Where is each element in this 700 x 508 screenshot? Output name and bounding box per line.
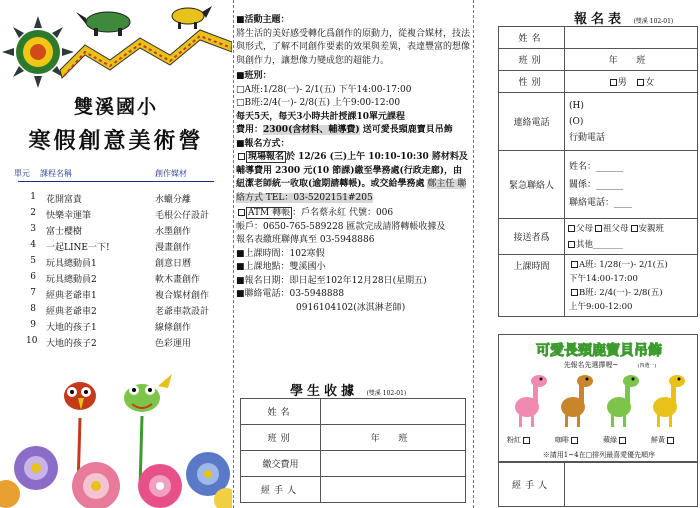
course-row: 9 大地的孩子1 線條創作 (30, 320, 192, 333)
promo-title: 可愛長頸鹿寶貝吊飾 (536, 343, 662, 359)
receipt-class-label: 班別 (241, 425, 321, 451)
schedule-note: 每天5天，每天3小時共計授課10單元課程 (236, 111, 406, 122)
pick-pink: 粉紅 (507, 435, 531, 445)
receipt-handler-field[interactable] (321, 477, 466, 503)
pick-coffee: 咖啡 (555, 435, 579, 445)
reg-deadline: ■報名日期：即日起至102年12月28日(星期五) (236, 275, 427, 286)
class-b-option: □B班:2/4(一)- 2/8(五) 上午9:00-12:00 (236, 98, 401, 108)
phone-label: 連絡電話 (499, 93, 565, 151)
atm-note: 報名表繳班聯傳真至 03-5948886 (236, 235, 375, 245)
female-label: 女 (645, 78, 655, 88)
name-label: 姓名 (499, 27, 565, 49)
course-row: 5 玩具總動員1 創意日曆 (30, 256, 192, 269)
header-unit: 單元 (14, 169, 30, 178)
class-field[interactable]: 年 班 (565, 49, 698, 71)
contact-name: 鄭主任 (427, 179, 455, 189)
promo-box (498, 334, 698, 462)
pickup-field: 父母 祖父母 安親班 其他_______ (565, 219, 698, 255)
activity-info (236, 14, 470, 315)
theme-heading: ■活動主題： (236, 15, 290, 25)
giraffe-pink-icon (515, 375, 547, 427)
pink-rank-box[interactable] (523, 437, 530, 444)
atm-label: ATM 轉帳 (248, 208, 291, 218)
male-label: 男 (617, 78, 627, 88)
course-row: 4 一起LINE一下! 漫畫創作 (30, 240, 192, 253)
class-label: 班別 (499, 49, 565, 71)
course-row: 8 經典老爺車2 老爺車款設計 (30, 304, 210, 317)
handler-table (498, 462, 698, 507)
right-column (476, 0, 700, 508)
phone-field[interactable]: (H) (O) 行動電話 (565, 93, 698, 151)
course-row: 7 經典老爺車1 複合媒材創作 (30, 288, 210, 301)
receipt-name-field[interactable] (321, 399, 466, 425)
contact-phone: ■聯絡電話：03-5948888 (236, 289, 345, 299)
school-name: 雙溪國小 (73, 96, 158, 118)
artwork-photos (0, 368, 232, 508)
course-row: 3 富士櫻樹 水墨創作 (30, 224, 192, 237)
promo-subtitle: 先報名先選擇喔~ (563, 361, 619, 369)
emergency-field[interactable]: 姓名：______ 關係：______ 聯絡電話：____ (565, 151, 698, 219)
contact-mobile: 0916104102(冰淇淋老師) (296, 302, 406, 313)
giraffe-green-icon (607, 375, 639, 427)
name-field[interactable] (565, 27, 698, 49)
giraffe-yellow-icon (653, 375, 685, 427)
pickup-other-checkbox[interactable] (568, 241, 575, 248)
pickup-nanny-checkbox[interactable] (631, 225, 638, 232)
header-course: 課程名稱 (40, 169, 72, 178)
class-heading: ■班別： (236, 71, 272, 81)
receipt-fee-field[interactable] (321, 451, 466, 477)
class-a-option: □A班:1/28(一)- 2/1(五) 下午14:00-17:00 (236, 84, 412, 95)
yellow-rank-box[interactable] (667, 437, 674, 444)
camp-title: 寒假創意美術營 (28, 128, 204, 154)
coffee-rank-box[interactable] (571, 437, 578, 444)
female-checkbox[interactable] (637, 79, 644, 86)
flower-artwork-icon (0, 446, 232, 508)
course-row: 2 快樂幸運筆 毛根公仔設計 (30, 208, 210, 221)
giraffe-coffee-icon (561, 375, 593, 427)
emergency-label: 緊急聯絡人 (499, 151, 565, 219)
header-material: 創作媒材 (155, 169, 187, 178)
middle-column (234, 0, 472, 508)
fee-line: 費用：2300(含材料、輔導費) 送可愛長頸鹿寶貝吊飾 (236, 125, 453, 135)
left-column (0, 0, 232, 508)
receipt-fee-label: 繳交費用 (241, 451, 321, 477)
receipt-handler-label: 經手人 (241, 477, 321, 503)
handler-field[interactable] (565, 463, 698, 507)
pickup-label: 接送者爲 (499, 219, 565, 255)
rank-note: ※請用1~4在□排列最喜愛優先順序 (542, 451, 656, 459)
pick-green: 蘋綠 (603, 435, 627, 445)
class-b-checkbox[interactable] (571, 289, 578, 296)
receipt-name-label: 姓名 (241, 399, 321, 425)
course-row: 1 花開富貴 水蠟分離 (30, 192, 192, 205)
gender-label: 性別 (499, 71, 565, 93)
receipt-title: 學生收據 (雙溪 102-01) (290, 384, 407, 399)
header-divider (18, 181, 214, 182)
atm-registration: ATM 轉帳 ：戶名蔡永紅 代號：006 (236, 207, 470, 221)
theme-text: 將生活的美好感受轉化爲創作的原動力，從複合媒材，技法與形式，了解不同創作要素的效果與差異，表達豐富的想像與創作力，讓想像力變成您的超能力。 (236, 28, 471, 66)
class-time: ■上課時間：102寒假 (236, 248, 325, 259)
buffalo-icon (172, 6, 212, 29)
course-row: 6 玩具總動員2 軟木畫創作 (30, 272, 201, 285)
pickup-grand-checkbox[interactable] (595, 225, 602, 232)
pickup-parents-checkbox[interactable] (568, 225, 575, 232)
class-time-label: 上課時間 (499, 255, 565, 317)
gender-field (565, 71, 698, 93)
course-row: 10 大地的孩子2 色彩運用 (26, 336, 192, 349)
male-checkbox[interactable] (610, 79, 617, 86)
onsite-registration: 現場報名 於 12/26 (三)上午 10:10-10:30 將材料及輔導費用 2300 元(10 節課)繳至學務處(行政走廊)，由紐潔老師統一收取(逾期請轉帳)。或交給學務處 鄭主任 聯絡方式 TEL：03-5202151#205 (236, 152, 468, 203)
class-time-field: A班: 1/28(一)- 2/1(五) 下午14:00-17:00 B班: 2/4(一)- 2/8(五) 上午9:00-12:00 (565, 255, 698, 317)
form-title: 報名表 (雙溪 102-01) (574, 12, 674, 27)
class-place: ■上課地點：雙溪國小 (236, 262, 326, 272)
zigzag-band (60, 30, 232, 78)
fee-amount: 2300(含材料、輔導費) (263, 125, 360, 135)
class-a-checkbox[interactable] (571, 261, 578, 268)
reg-heading: ■報名方式： (236, 138, 290, 149)
registration-table (498, 26, 698, 317)
receipt-table (240, 398, 466, 503)
handler-label: 經手人 (499, 463, 565, 507)
onsite-label: 現場報名 (248, 152, 285, 162)
green-rank-box[interactable] (619, 437, 626, 444)
atm-account: 帳戶：0650-765-589228 匯款完成請將轉帳收據及 (236, 221, 446, 232)
rhino-icon (76, 12, 130, 36)
cut-line (473, 0, 474, 508)
receipt-class-field[interactable]: 年 班 (321, 425, 466, 451)
promo-subtitle-small: (四選一) (637, 363, 657, 369)
pick-yellow: 鮮黃 (651, 435, 675, 445)
